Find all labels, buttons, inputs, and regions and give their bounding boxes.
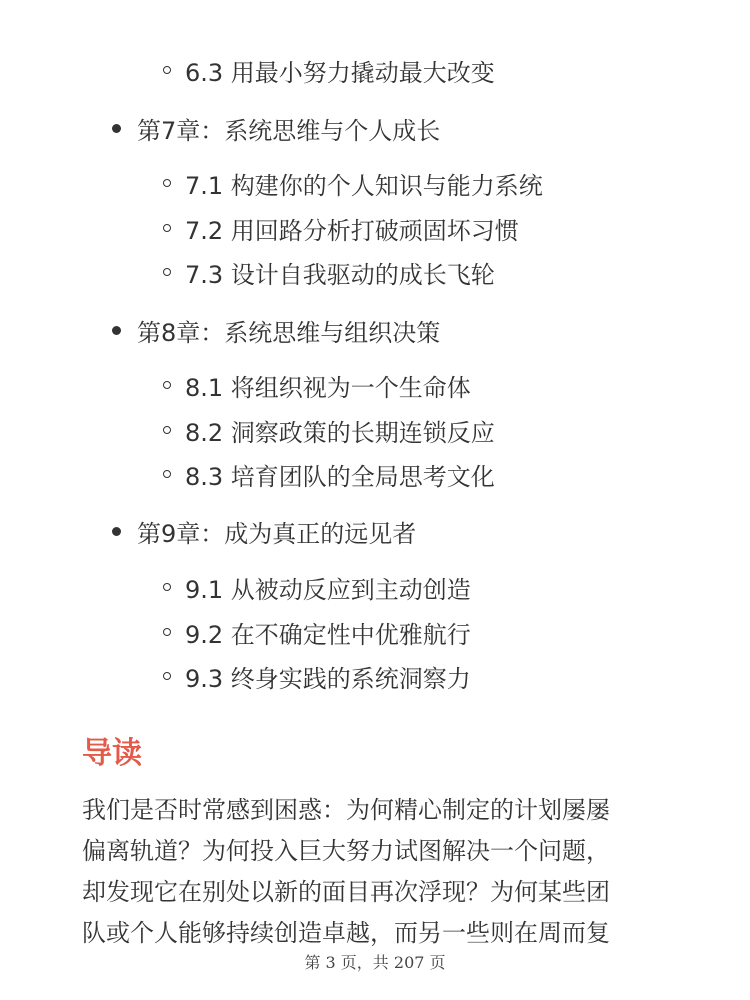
outline-chapter-text: 第8章：系统思维与组织决策 (137, 318, 441, 347)
outline-chapter-7 (112, 111, 440, 145)
outline-item-text: 7.1 构建你的个人知识与能力系统 (185, 171, 543, 200)
outline-item-text: 7.2 用回路分析打破顽固坏习惯 (185, 216, 519, 245)
paragraph-line: 却发现它在别处以新的面目再次浮现？为何某些团 (82, 878, 610, 906)
paragraph-line: 我们是否时常感到困惑：为何精心制定的计划屡屡 (82, 796, 610, 824)
outline-item-text: 9.3 终身实践的系统洞察力 (185, 664, 471, 693)
outline-item-text: 8.1 将组织视为一个生命体 (185, 373, 471, 402)
circle-bullet-icon (163, 426, 171, 434)
disc-bullet-icon (112, 124, 121, 133)
outline-item-text: 6.3 用最小努力撬动最大改变 (185, 58, 495, 87)
outline-item-text: 8.3 培育团队的全局思考文化 (185, 462, 495, 491)
outline-chapter-8 (112, 313, 440, 347)
paragraph-line: 偏离轨道？为何投入巨大努力试图解决一个问题， (82, 837, 610, 865)
circle-bullet-icon (163, 224, 171, 232)
circle-bullet-icon (163, 628, 171, 636)
disc-bullet-icon (112, 527, 121, 536)
outline-item-7-2 (163, 211, 519, 245)
outline-item-6-3 (163, 53, 495, 87)
outline-item-8-3 (163, 457, 495, 491)
circle-bullet-icon (163, 470, 171, 478)
section-heading: 导读 (82, 736, 142, 771)
outline-item-9-3 (163, 659, 471, 693)
page-number-footer: 第 3 页，共 207 页 (304, 953, 446, 972)
circle-bullet-icon (163, 179, 171, 187)
outline-chapter-text: 第9章：成为真正的远见者 (137, 519, 417, 548)
circle-bullet-icon (163, 583, 171, 591)
circle-bullet-icon (163, 672, 171, 680)
paragraph-line: 队或个人能够持续创造卓越，而另一些则在周而复 (82, 919, 610, 947)
outline-chapter-text: 第7章：系统思维与个人成长 (137, 116, 441, 145)
outline-item-text: 9.1 从被动反应到主动创造 (185, 575, 471, 604)
outline-item-8-1 (163, 368, 471, 402)
outline-item-7-1 (163, 166, 543, 200)
disc-bullet-icon (112, 326, 121, 335)
intro-paragraph (82, 790, 672, 954)
outline-item-7-3 (163, 255, 495, 289)
outline-item-8-2 (163, 413, 495, 447)
circle-bullet-icon (163, 381, 171, 389)
circle-bullet-icon (163, 66, 171, 74)
outline-item-text: 7.3 设计自我驱动的成长飞轮 (185, 260, 495, 289)
circle-bullet-icon (163, 268, 171, 276)
outline-item-text: 8.2 洞察政策的长期连锁反应 (185, 418, 495, 447)
outline-chapter-9 (112, 514, 416, 548)
outline-item-text: 9.2 在不确定性中优雅航行 (185, 620, 471, 649)
outline-item-9-1 (163, 570, 471, 604)
outline-item-9-2 (163, 615, 471, 649)
